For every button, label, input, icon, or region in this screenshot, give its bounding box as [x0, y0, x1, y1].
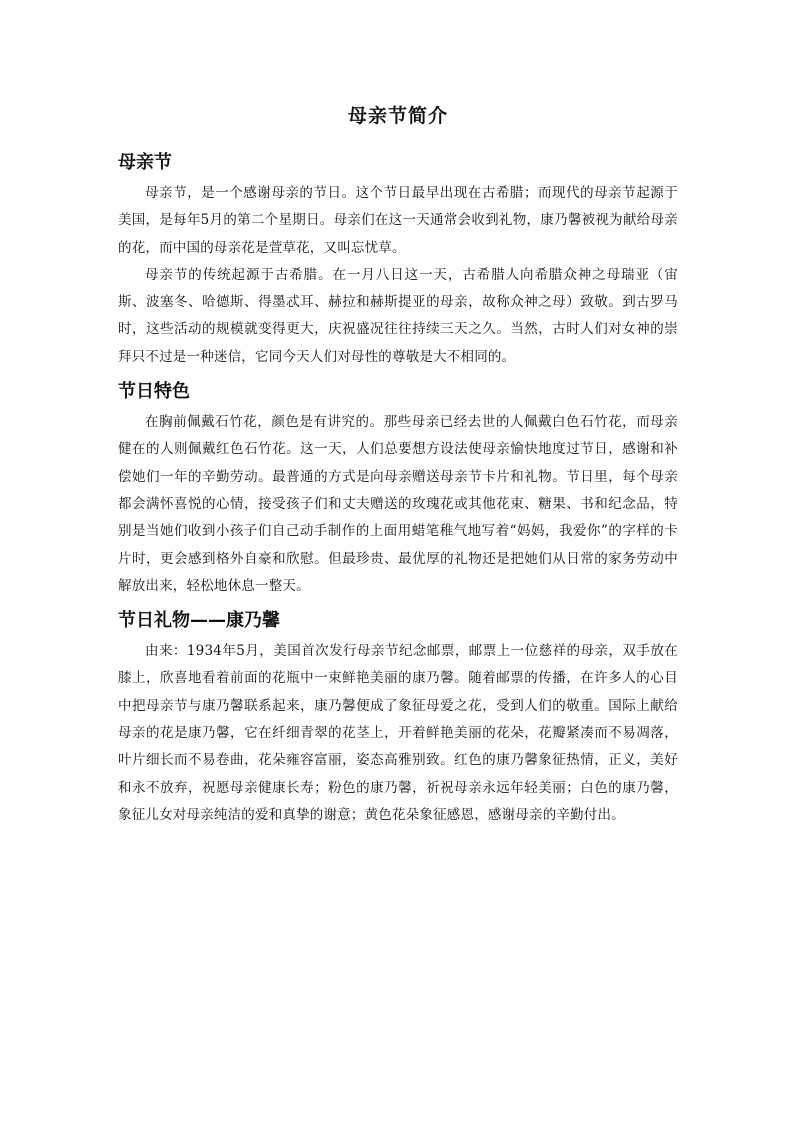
section-holiday-gift — [118, 604, 678, 829]
paragraph: 由来：1934年5月，美国首次发行母亲节纪念邮票，邮票上一位慈祥的母亲，双手放在膝上，欣喜地看着前面的花瓶中一束鲜艳美丽的康乃馨。随着邮票的传播，在许多人的心目中把母亲节与康乃馨联系起来，康乃馨便成了象征母爱之花，受到人们的敬重。国际上献给母亲的花是康乃馨，它在纤细青翠的花茎上，开着鲜艳美丽的花朵，花瓣紧凑而不易凋落，叶片细长而不易卷曲，花朵雍容富丽，姿态高雅别致。红色的康乃馨象征热情，正义，美好和永不放弃，祝愿母亲健康长寿；粉色的康乃馨，祈祝母亲永远年轻美丽；白色的康乃馨，象征儿女对母亲纯洁的爱和真挚的谢意；黄色花朵象征感恩，感谢母亲的辛勤付出。 — [118, 643, 678, 823]
section-heading: 节日礼物——康乃馨 — [118, 610, 280, 632]
paragraph: 在胸前佩戴石竹花，颜色是有讲究的。那些母亲已经去世的人佩戴白色石竹花，而母亲健在的人则佩戴红色石竹花。这一天，人们总要想方设法使母亲愉快地度过节日，感谢和补偿她们一年的辛勤劳动。最普通的方式是向母亲赠送母亲节卡片和礼物。节日里，每个母亲都会满怀喜悦的心情，接受孩子们和丈夫赠送的玫瑰花或其他花束、糖果、书和纪念品，特别是当她们收到小孩子们自己动手制作的上面用蜡笔稚气地写着“妈妈，我爱你”的字样的卡片时，更会感到格外自豪和欣慰。但最珍贵、最优厚的礼物还是把她们从日常的家务劳动中解放出来，轻松地休息一整天。 — [118, 414, 678, 594]
document-page — [118, 100, 678, 829]
section-heading: 母亲节 — [118, 152, 172, 173]
paragraph: 母亲节，是一个感谢母亲的节日。这个节日最早出现在古希腊；而现代的母亲节起源于美国，是每年5月的第二个星期日。母亲们在这一天通常会收到礼物，康乃馨被视为献给母亲的花，而中国的母亲花是萱草花，又叫忘忧草。 — [118, 185, 678, 256]
paragraph: 母亲节的传统起源于古希腊。在一月八日这一天，古希腊人向希腊众神之母瑞亚（宙斯、波塞冬、哈德斯、得墨忒耳、赫拉和赫斯提亚的母亲，故称众神之母）致敬。到古罗马时，这些活动的规模就变得更大，庆祝盛况往往持续三天之久。当然，古时人们对女神的崇拜只不过是一种迷信，它同今天人们对母性的尊敬是大不相同的。 — [118, 266, 678, 365]
section-holiday-features — [118, 375, 678, 600]
document-title: 母亲节简介 — [347, 105, 448, 127]
section-mothers-day — [118, 146, 678, 371]
section-heading: 节日特色 — [118, 381, 190, 403]
